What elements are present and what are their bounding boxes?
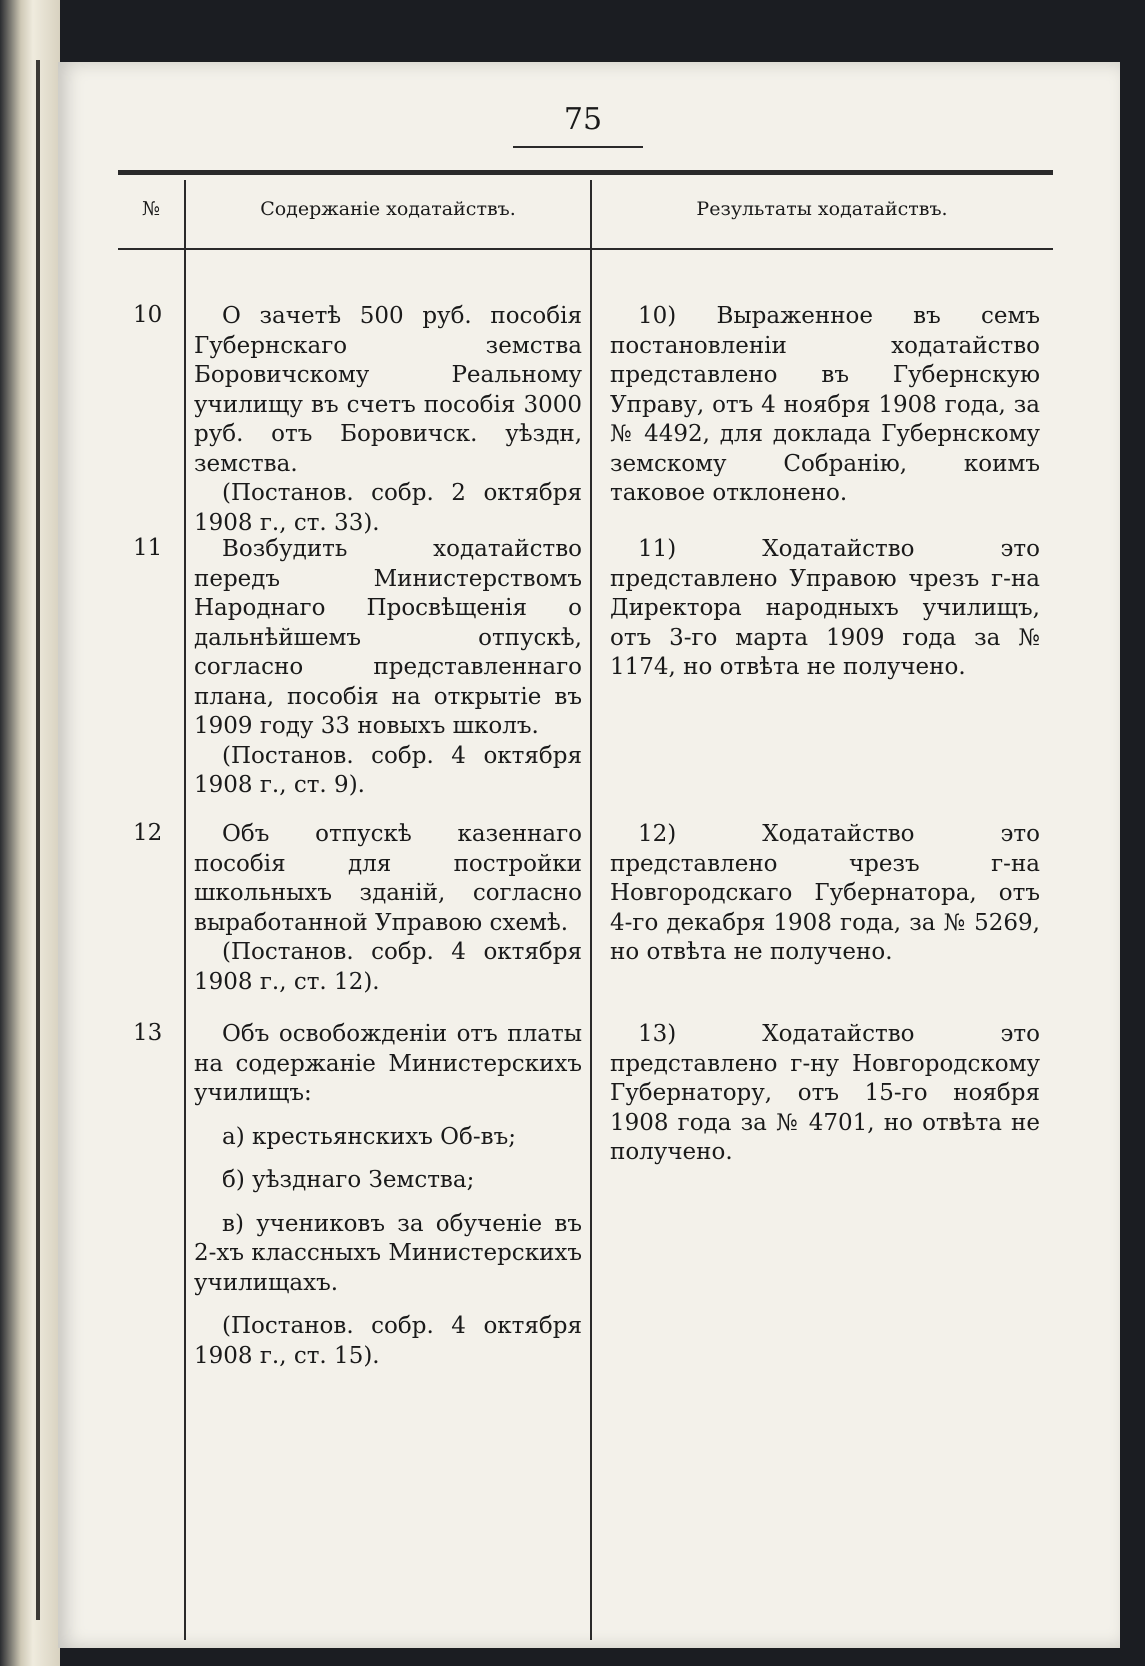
column-divider xyxy=(590,180,592,1640)
column-divider xyxy=(184,180,186,1640)
list-item: а) крестьянскихъ Об-въ; xyxy=(222,1123,516,1150)
resolution-reference: (Постанов. собр. 4 октября 1908 г., ст. 15). xyxy=(194,1313,582,1369)
result-text: 11) Ходатайство это представлено Управою чрезъ г-на Директора народныхъ училищъ, отъ 3-го марта 1909 года за № 1174, но отвѣта не получено. xyxy=(610,536,1040,680)
petition-text: Объ освобожденіи отъ платы на содержаніе Министерскихъ училищъ: xyxy=(194,1021,582,1106)
row-result xyxy=(610,535,1040,683)
row-content xyxy=(194,302,582,538)
result-text: 12) Ходатайство это представлено чрезъ г-на Новгородскаго Губернатора, отъ 4-го декабря 1908 года, за № 5269, но отвѣта не получено. xyxy=(610,821,1040,965)
resolution-reference: (Постанов. собр. 4 октября 1908 г., ст. 12). xyxy=(194,939,582,995)
row-result xyxy=(610,820,1040,968)
list-item: в) учениковъ за обученіе въ 2-хъ классныхъ Министерскихъ училищахъ. xyxy=(194,1210,583,1296)
result-text: 10) Выраженное въ семъ постановленіи ходатайство представлено въ Губернскую Управу, отъ 4 ноября 1908 года, за № 4492, для доклада Губернскому земскому Собранію, коимъ таковое отклонено. xyxy=(610,303,1040,506)
row-number: 10 xyxy=(133,302,163,328)
page-number-rule xyxy=(513,146,643,148)
list-item: б) уѣзднаго Земства; xyxy=(222,1167,475,1193)
petition-text: Объ отпускѣ казеннаго пособія для постройки школьныхъ зданій, согласно выработанной Управою схемѣ. xyxy=(194,821,582,936)
book-spine xyxy=(36,60,40,1620)
page-number: 75 xyxy=(563,102,603,137)
row-content xyxy=(194,820,582,997)
row-number: 11 xyxy=(133,535,163,561)
row-result xyxy=(610,1020,1040,1168)
table-header-rule xyxy=(118,248,1053,250)
result-text: 13) Ходатайство это представлено г-ну Новгородскому Губернатору, отъ 15-го ноября 1908 года за № 4701, но отвѣта не получено. xyxy=(610,1021,1040,1165)
book-edge xyxy=(0,0,60,1666)
header-results: Результаты ходатайствъ. xyxy=(696,198,948,220)
row-content xyxy=(194,1020,582,1371)
table-top-rule xyxy=(118,170,1053,175)
header-content: Содержаніе ходатайствъ. xyxy=(260,198,516,220)
row-number: 12 xyxy=(133,820,163,846)
petition-text: О зачетѣ 500 руб. пособія Губернскаго земства Боровичскому Реальному училищу въ счетъ пособія 3000 руб. отъ Боровичск. уѣздн, земства. xyxy=(194,303,582,477)
row-content xyxy=(194,535,582,801)
document-page xyxy=(58,62,1120,1648)
header-number: № xyxy=(142,198,160,220)
row-number: 13 xyxy=(133,1020,163,1046)
petition-text: Возбудить ходатайство передъ Министерствомъ Народнаго Просвѣщенія о дальнѣйшемъ отпускѣ, согласно представленнаго плана, пособія на открытіе въ 1909 году 33 новыхъ школъ. xyxy=(194,536,582,739)
resolution-reference: (Постанов. собр. 2 октября 1908 г., ст. 33). xyxy=(194,480,582,536)
row-result xyxy=(610,302,1040,509)
resolution-reference: (Постанов. собр. 4 октября 1908 г., ст. 9). xyxy=(194,742,582,798)
